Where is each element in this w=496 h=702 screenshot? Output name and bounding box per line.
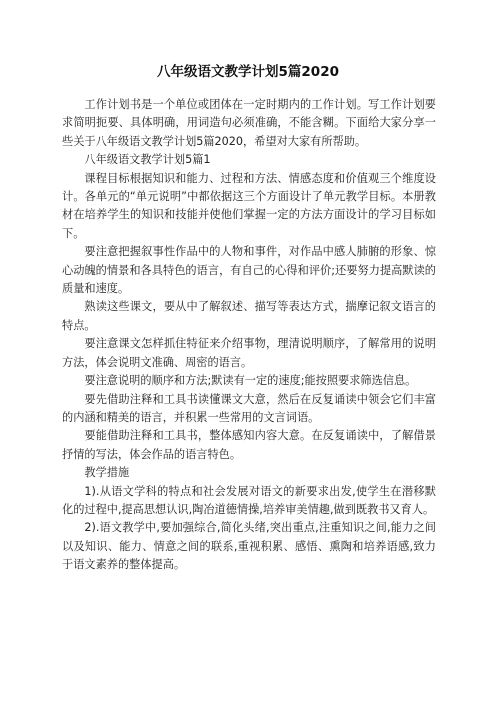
body-paragraph: 课程目标根据知识和能力、过程和方法、情感态度和价值观三个维度设计。各单元的“单元说明”中都依据这三个方面设计了单元教学目标。本册教材在培养学生的知识和技能并使他们掌握一定的方法方面设计的学习目标如下。: [62, 171, 436, 240]
body-paragraph: 1).从语文学科的特点和社会发展对语文的新要求出发,使学生在潜移默化的过程中,提高思想认识,陶冶道德情操,培养审美情趣,做到既教书又育人。: [62, 484, 436, 516]
body-paragraph: 要先借助注释和工具书读懂课文大意，然后在反复诵读中领会它们丰富的内涵和精美的语言，并积累一些常用的文言词语。: [62, 392, 436, 424]
document-body: [62, 96, 436, 575]
body-paragraph: 要注意课文怎样抓住特征来介绍事物，理清说明顺序，了解常用的说明方法，体会说明文准确、周密的语言。: [62, 337, 436, 369]
body-paragraph: 2).语文教学中,要加强综合,简化头绪,突出重点,注重知识之间,能力之间以及知识、能力、情意之间的联系,重视积累、感悟、熏陶和培养语感,致力于语文素养的整体提高。: [62, 521, 436, 572]
body-paragraph: 熟读这些课文，要从中了解叙述、描写等表达方式，揣摩记叙文语言的特点。: [62, 300, 436, 332]
intro-paragraph: 工作计划书是一个单位或团体在一定时期内的工作计划。写工作计划要求简明扼要、具体明确，用词造句必须准确，不能含糊。下面给大家分享一些关于八年级语文教学计划5篇2020，希望对大家有所帮助。: [62, 98, 436, 148]
section-heading: 八年级语文教学计划5篇1: [84, 153, 211, 167]
body-paragraph: 要注意把握叙事性作品中的人物和事件，对作品中感人肺腑的形象、惊心动魄的情景和各具特色的语言，有自己的心得和评价;还要努力提高默读的质量和速度。: [62, 245, 436, 296]
body-paragraph: 要注意说明的顺序和方法;默读有一定的速度;能按照要求筛选信息。: [84, 374, 417, 388]
document-title: 八年级语文教学计划5篇2020: [157, 64, 339, 80]
body-paragraph: 要能借助注释和工具书，整体感知内容大意。在反复诵读中，了解借景抒情的写法，体会作品的语言特色。: [62, 429, 436, 461]
section-heading: 教学措施: [84, 466, 130, 480]
